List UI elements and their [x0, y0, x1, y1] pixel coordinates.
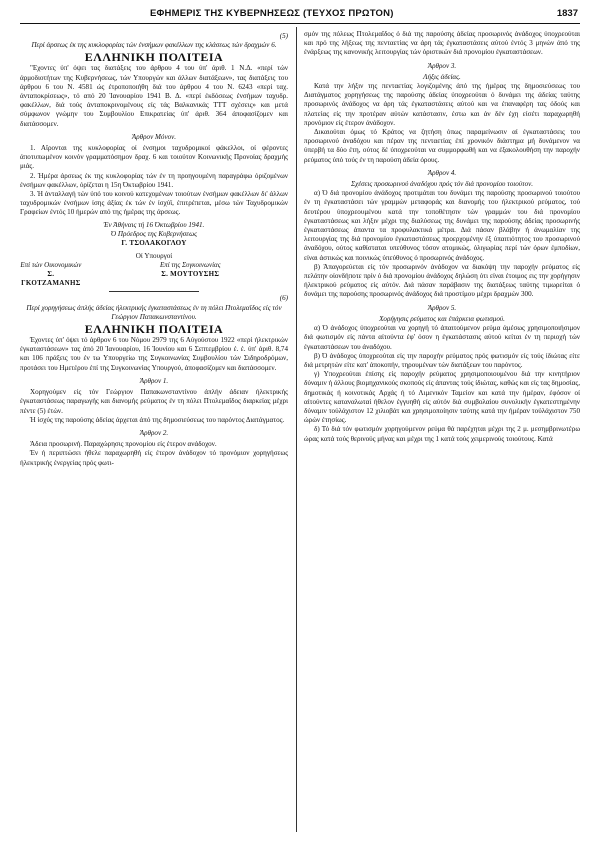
paragraph: α) Ό διά προνομίου άνάδοχος προτιμάται του δυνάμει της παρούσης προσωρινού τοιούτου έν τη έγκαταστάσει τών γραμμών μεταφοράς και διανομής του ήλεκτρικού ρεύματος, τού δευτέρου ύποχρεουμένου κατά την τοποθέτησιν τών γραμμών του διά προνομίου έγκαταστάσεως και λήξιν μέχρι της διαλύσεως της δυνάμει της παρούσης άδείας προσωρινής έγκαταστάσεως άπαντα τα προφυλακτικά μέτρα. Διά πάσαν βλάβην ή άνωμαλίαν της λειτουργίας της διά προνομίου έγκαταστάσεως προερχομένην έξ ύπαιτιότητος του προσωρινού άναδόχου, ούτος καθίσταται υπεύθυνος τόσον ατομικώς, όλιγωρίας περί τών όρων έμποδίων, είναι άστικώς και ποινικώς ύπεύθυνος ό προσωρινός άνάδοχος.	[304, 189, 580, 262]
paragraph: 3. Ή άνταλλαγή τών ύπό του κοινού κατεχομένων τοιούτων ένσήμων φακέλλων δι' άλλων ταχυδρομικών ένσήμων ίσης άξίας έκ τών έν ίσχύϊ, έπιτρέπεται, μέσω τών Ταχυδρομικών Γραφείων έντός 10 ήμερών από της ήμέρας της άρσεως.	[20, 190, 288, 217]
left-column	[20, 30, 288, 468]
page-header	[20, 8, 580, 22]
article-title: Άρθρον Μόνον.	[131, 132, 177, 141]
gazette-page	[20, 8, 580, 836]
gazette-title: ΕΦΗΜΕΡΙΣ ΤΗΣ ΚΥΒΕΡΝΗΣΕΩΣ (ΤΕΥΧΟΣ ΠΡΩΤΟΝ)	[150, 8, 394, 19]
paragraph: σμόν της πόλεως Πτολεμαΐδος ό διά της παρούσης άδείας προσωρινός άνάδοχος ύποχρεούται και πρό της λήξεως της πενταετίας να άρη τάς έγκαταστάσεις αύτού έντός 3 μηνών άπό της ένάρξεως της κανονικής λειτουργίας τών όριστικών διά προνομίου έγκαταστάσεων.	[304, 30, 580, 57]
minister-communications: Επί της Συγκοινωνίας Σ. ΜΟΥΤΟΥΣΗΣ	[159, 261, 221, 279]
paragraph: β) Άπαγορεύεται είς τόν προσωρινόν άνάδοχον να διακόψη την παροχήν ρεύματος είς πελάτην οίονδήποτε πρίν ό διά προνομίου άνάδοχος δηλώση ότι είναι έτοιμος εις την χορήγησιν ήλεκτρικού ρεύματος είς αύτόν. Διά πάσαν παράβασιν της διατάξεως ταύτης τιμωρείται ό δυνάμει της παρούσης προσωρινός άνάδοχος διά προστίμου μέχρι δραχμών 300.	[304, 262, 580, 299]
decree-date: Έν Άθήναις τή 16 Όκτωβρίου 1941.	[103, 220, 205, 229]
paragraph: γ) Υποχρεούται έπίσης είς παροχήν ρεύματος χρησιμοποιουμένου διά την κινητήριον δύναμιν ή άλλους βιομηχανικούς σκοπούς είς άπαντας τούς ίδιώτας, καθώς και είς τας δημοσίας, δημοτικάς ή κοινοτικάς Αρχάς ή τό Λιμενικόν Ταμείον και κατά την ήμέραν, έφόσον οί αίτούντες καταναλωταί ήθελον έγγυηθή είς αύτόν διά συμβολαίου συνολικήν έγκατεστημένην δύναμιν τούλάχιστον 12 χιλιοβάτ και χρησιμοποίησιν ταύτης κατά την ήμέραν τούλάχιστον 750 ώρών έτησίως.	[304, 370, 580, 425]
decree-preamble: Έχοντες ύπ' όψει τό άρθρον 6 του Νόμου 2979 της 6 Αύγούστου 1922 «περί ήλεκτρικών έγκαταστάσεων» τας άπό 20 Ίανουαρίου, 16 Ίουνίου και 6 Σεπτεμβρίου έ. έ. ύπ' άριθ. 8,74 και 106 πράξεις του έν τω Υπουργείω της Συγκοινωνίας Συμβουλίου τών Σιδηροδρόμων, προτάσει του Ημετέρου έπί της Συγκοινωνίας Υπουργού, άποφασίζομεν και διατάσσομεν.	[20, 336, 288, 372]
decree-heading: ΕΛΛΗΝΙΚΗ ΠΟΛΙΤΕΙΑ	[84, 322, 224, 337]
paragraph: Χορηγούμεν είς τόν Γεώργιον Παπακωνσταντίνου άπλήν άδειαν ήλεκτρικής έγκαταστάσεως παραγωγής και διανομής ρεύματος έν τη πόλει Πτολεμαΐδος διαρκείας μέχρι πέντε (5) έτών.	[20, 388, 288, 415]
decree-number: (6)	[279, 294, 288, 303]
paragraph: Δικαιούται όμως τό Κράτος να ζητήση όπως παραμείνωσιν αί έγκαταστάσεις του προσωρινού άναδόχου και πέραν της πενταετίας έπί χρονικόν διάστημα μή δυνάμενον να ύπερβή τα δύο έτη, ούτος δέ ύποχρεούται να συμμορφωθή και να έξακολουθήση την παροχήν ρεύματος ύπό τούς έν τη παρούση άδεία όρους.	[304, 128, 580, 164]
ministers-signatures	[20, 261, 288, 288]
column-divider	[296, 27, 297, 832]
article-title: Άρθρον 3.	[427, 61, 457, 70]
article-title: Άρθρον 1.	[139, 376, 169, 385]
article-title: Άρθρον 2.	[139, 428, 169, 437]
ministers-label: Οί Υπουργοί	[135, 252, 173, 261]
paragraph: Άδεια προσωρινή. Παραχώρησις προνομίου είς έτερον ανάδοχον.	[30, 440, 217, 449]
president-title: Ό Πρόεδρος της Κυβερνήσεως	[111, 229, 197, 238]
decree-preamble: "Εχοντες ύπ' όψει τας διατάξεις του άρθρου 4 του ύπ' άριθ. 1 Ν.Δ. «περί τών άρμοδιοτήτων της Κυβερνήσεως, τών Υπουργών και άλλων διατάξεων», τας διατάξεις του άρθρου 6 του Ν. 4581 ώς έτροποποιήθη διά του άρθρου 4 του Ν. 6243 «περί ταχ. άνταποκρίσεως», τό από 20 Ίανουαρίου 1941 Β. Δ. «περί έκδόσεως ένσήμων ταχυδρ. φακέλλων, διά τούς άνταποκρινομένους είς τάς Βαλκανικάς ΤΤΤ σχέσεις» και μετά σύμφωνον γνώμην του Συμβουλίου Επικρατείας ύπ' άριθ. 364 άποφασίζομεν και διατάσσομεν.	[20, 64, 288, 128]
decree-subject: Περί άρσεως έκ της κυκλοφορίας τών ένσήμων φακέλλων της κλάσεως τών δραχμών 6.	[31, 41, 277, 50]
right-column	[304, 30, 580, 444]
paragraph: Κατά την λήξιν της πενταετίας λογιζομένης άπό της ήμέρας της δημοσιεύσεως του Διατάγματος χορηγήσεως της παρούσης άδείας ύποχρεούται ό δυνάμει της άδείας ταύτης προσωρινός άνάδοχος να άρη τάς έγκαταστάσεις αύτού και να έπαναφέρη τας όδούς και πλατείας είς την προτέραν αύτών κατάστασιν, έστω και άν δέν έχη είσέτι παραχωρηθή προνόμιον είς έτερον άνάδοχον.	[304, 82, 580, 127]
decree-subject: Περί χορηγήσεως άπλής άδείας ήλεκτρικής έγκαταστάσεως έν τη πόλει Πτολεμαΐδος είς τόν Γεώργιον Παπακωνσταντίνου.	[26, 303, 282, 321]
article-subtitle: Λήξις άδείας.	[423, 72, 461, 81]
header-rule	[20, 23, 580, 24]
paragraph: β) Ό άνάδοχος ύποχρεούται είς την παροχήν ρεύματος πρός φωτισμόν είς τούς ίδιώτας είτε διά μετρητών είτε κατ' άποκοπήν, τηρουμένων τών διατάξεων του παρόντος.	[304, 351, 580, 369]
paragraph: δ) Τό διά τόν φωτισμόν χορηγούμενον ρεύμα θά παρέχηται μέχρι της 2 μ. μεσημβρινωτέρω ώρας κατά τούς θερινούς μήνας και μέχρι της 1 κατά τούς χειμερινούς τοιούτους. Κατά	[304, 425, 580, 443]
president-name: Γ. ΤΣΟΛΑΚΟΓΛΟΥ	[121, 239, 187, 248]
article-title: Άρθρον 5.	[427, 303, 457, 312]
decree-heading: ΕΛΛΗΝΙΚΗ ΠΟΛΙΤΕΙΑ	[84, 50, 224, 65]
decree-number: (5)	[279, 32, 288, 40]
paragraph: Έν ή περιπτώσει ήθελε παραχωρηθή είς έτερον άνάδοχον τό προνόμιον χορηγήσεως ήλεκτρικής ένεργείας πρός φωτι-	[20, 449, 288, 467]
paragraph: Ή ίσχύς της παρούσης άδείας άρχεται άπό της δημοσιεύσεως του παρόντος Διατάγματος.	[30, 415, 285, 424]
page-number: 1837	[556, 8, 578, 19]
paragraph: 2. Ήμέρα άρσεως έκ της κυκλοφορίας τών έν τη προηγουμένη παραγράφω όριζομένων ένσήμων φακέλλων, όρίζεται η 15η Όκτωβρίου 1941.	[20, 171, 288, 189]
paragraph: 1. Αΐρονται της κυκλοφορίας οί ένσημοι ταχυδρομικοί φάκελλοι, οί φέροντες άποτυπωμένον κοινόν γραμματόσημον δραχ. 6 και τοιούτον Κοινωνικής Προνοίας δραχμής μιάς.	[20, 144, 288, 171]
minister-finance: Επί τών Οικονομικών Σ. ΓΚΟΤΖΑΜΑΝΗΣ	[20, 261, 82, 288]
article-title: Άρθρον 4.	[427, 168, 457, 177]
article-subtitle: Χορήγησις ρεύματος και έπάρκεια φωτισμού.	[379, 314, 505, 323]
article-subtitle: Σχέσεις προσωρινού άναδόχου πρός τόν διά προνομίου τοιούτον.	[350, 180, 534, 189]
section-separator	[109, 291, 199, 292]
paragraph: α) Ό άνάδοχος ύποχρεούται να χορηγή τό άπαιτούμενον ρεύμα άμέσως χρησιμοποιήσιμον διά φωτισμόν είς πάντα αίτούντα έφ' όσον η έγκατάστασις αύτού κείται έν τη περιοχή τών έγκαταστάσεων του άναδόχου.	[304, 324, 580, 351]
